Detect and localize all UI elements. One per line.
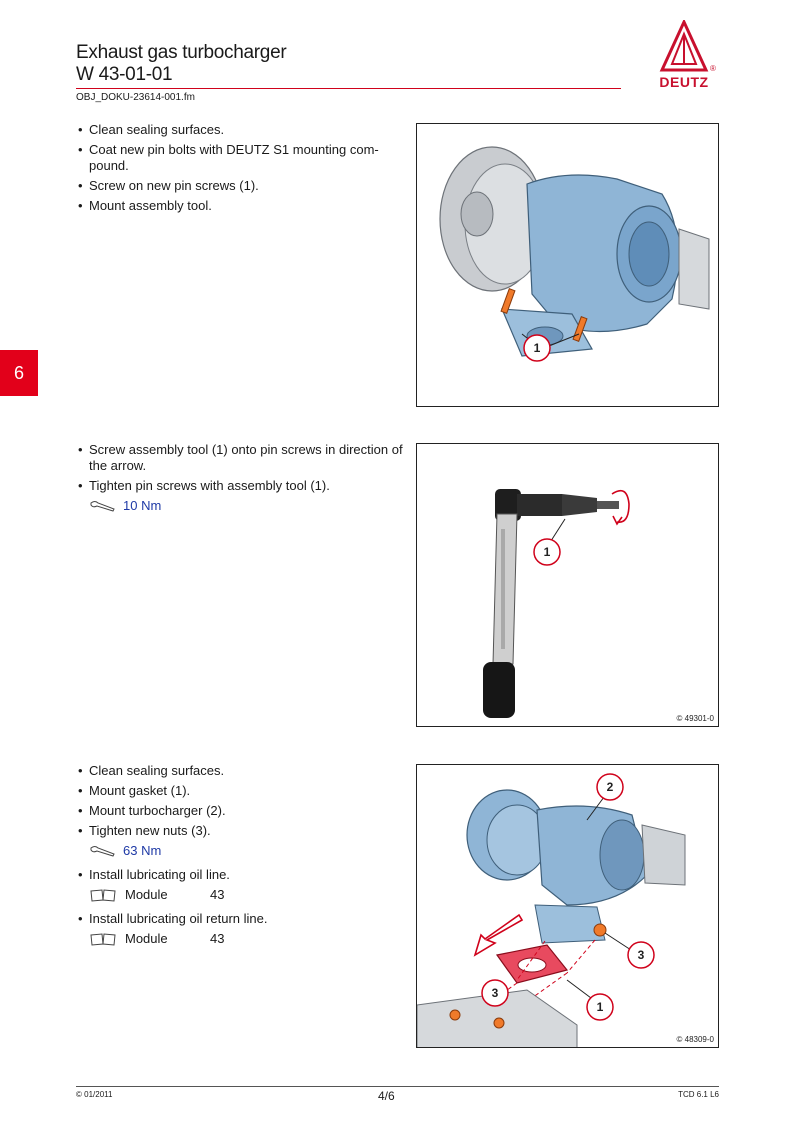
step: • Screw on new pin screws (1). <box>78 178 408 194</box>
figure-3 <box>416 764 719 1048</box>
torque-value: 63 Nm <box>123 843 162 858</box>
book-icon <box>89 932 117 946</box>
module-value: 43 <box>210 931 225 946</box>
module-reference <box>89 887 408 903</box>
footer-rule <box>76 1086 719 1087</box>
section-2-steps <box>78 442 408 522</box>
assembly-tool-illustration <box>417 444 719 727</box>
step: • Clean sealing surfaces. <box>78 122 408 138</box>
chapter-tab: 6 <box>0 350 38 396</box>
step: • Mount assembly tool. <box>78 198 408 214</box>
section-3-steps <box>78 763 408 955</box>
document-code: W 43-01-01 <box>76 64 173 85</box>
callout-2: 2 <box>606 780 614 794</box>
logo-registered-mark: ® <box>710 64 716 73</box>
step: • Install lubricating oil line. <box>78 867 408 883</box>
step: • Install lubricating oil return line. <box>78 911 408 927</box>
file-name: OBJ_DOKU-23614-001.fm <box>76 92 195 103</box>
logo-text: DEUTZ <box>659 74 709 90</box>
torque-spec <box>89 843 408 859</box>
book-icon <box>89 888 117 902</box>
module-reference <box>89 931 408 947</box>
figure-1 <box>416 123 719 407</box>
torque-wrench-icon <box>89 499 117 513</box>
deutz-logo <box>648 20 724 92</box>
figure-number: © 49301-0 <box>676 714 714 723</box>
step: • Mount turbocharger (2). <box>78 803 408 819</box>
module-value: 43 <box>210 887 225 902</box>
footer-engine-model: TCD 6.1 L6 <box>678 1090 719 1099</box>
callout-1: 1 <box>596 1000 604 1014</box>
turbocharger-pin-screws-illustration <box>417 124 719 407</box>
torque-wrench-icon <box>89 844 117 858</box>
page-number: 4/6 <box>378 1089 395 1103</box>
footer-date: © 01/2011 <box>76 1090 113 1099</box>
step: • Mount gasket (1). <box>78 783 408 799</box>
step: • Coat new pin bolts with DEUTZ S1 mounting com-pound. <box>78 142 408 174</box>
figure-number: © 48309-0 <box>676 1035 714 1044</box>
step: • Tighten new nuts (3). <box>78 823 408 839</box>
document-title: Exhaust gas turbocharger <box>76 42 287 63</box>
torque-spec <box>89 498 408 514</box>
module-label: Module <box>125 887 168 902</box>
module-label: Module <box>125 931 168 946</box>
callout-1: 1 <box>543 545 551 559</box>
figure-2 <box>416 443 719 727</box>
header-rule <box>76 88 621 89</box>
section-1-steps <box>78 122 408 218</box>
torque-value: 10 Nm <box>123 498 162 513</box>
step: • Tighten pin screws with assembly tool (1). <box>78 478 408 494</box>
step: • Clean sealing surfaces. <box>78 763 408 779</box>
callout-3: 3 <box>491 986 499 1000</box>
callout-3: 3 <box>637 948 645 962</box>
step: • Screw assembly tool (1) onto pin screws in direction of the arrow. <box>78 442 408 474</box>
turbocharger-mounting-illustration <box>417 765 719 1048</box>
callout-1: 1 <box>533 341 541 355</box>
